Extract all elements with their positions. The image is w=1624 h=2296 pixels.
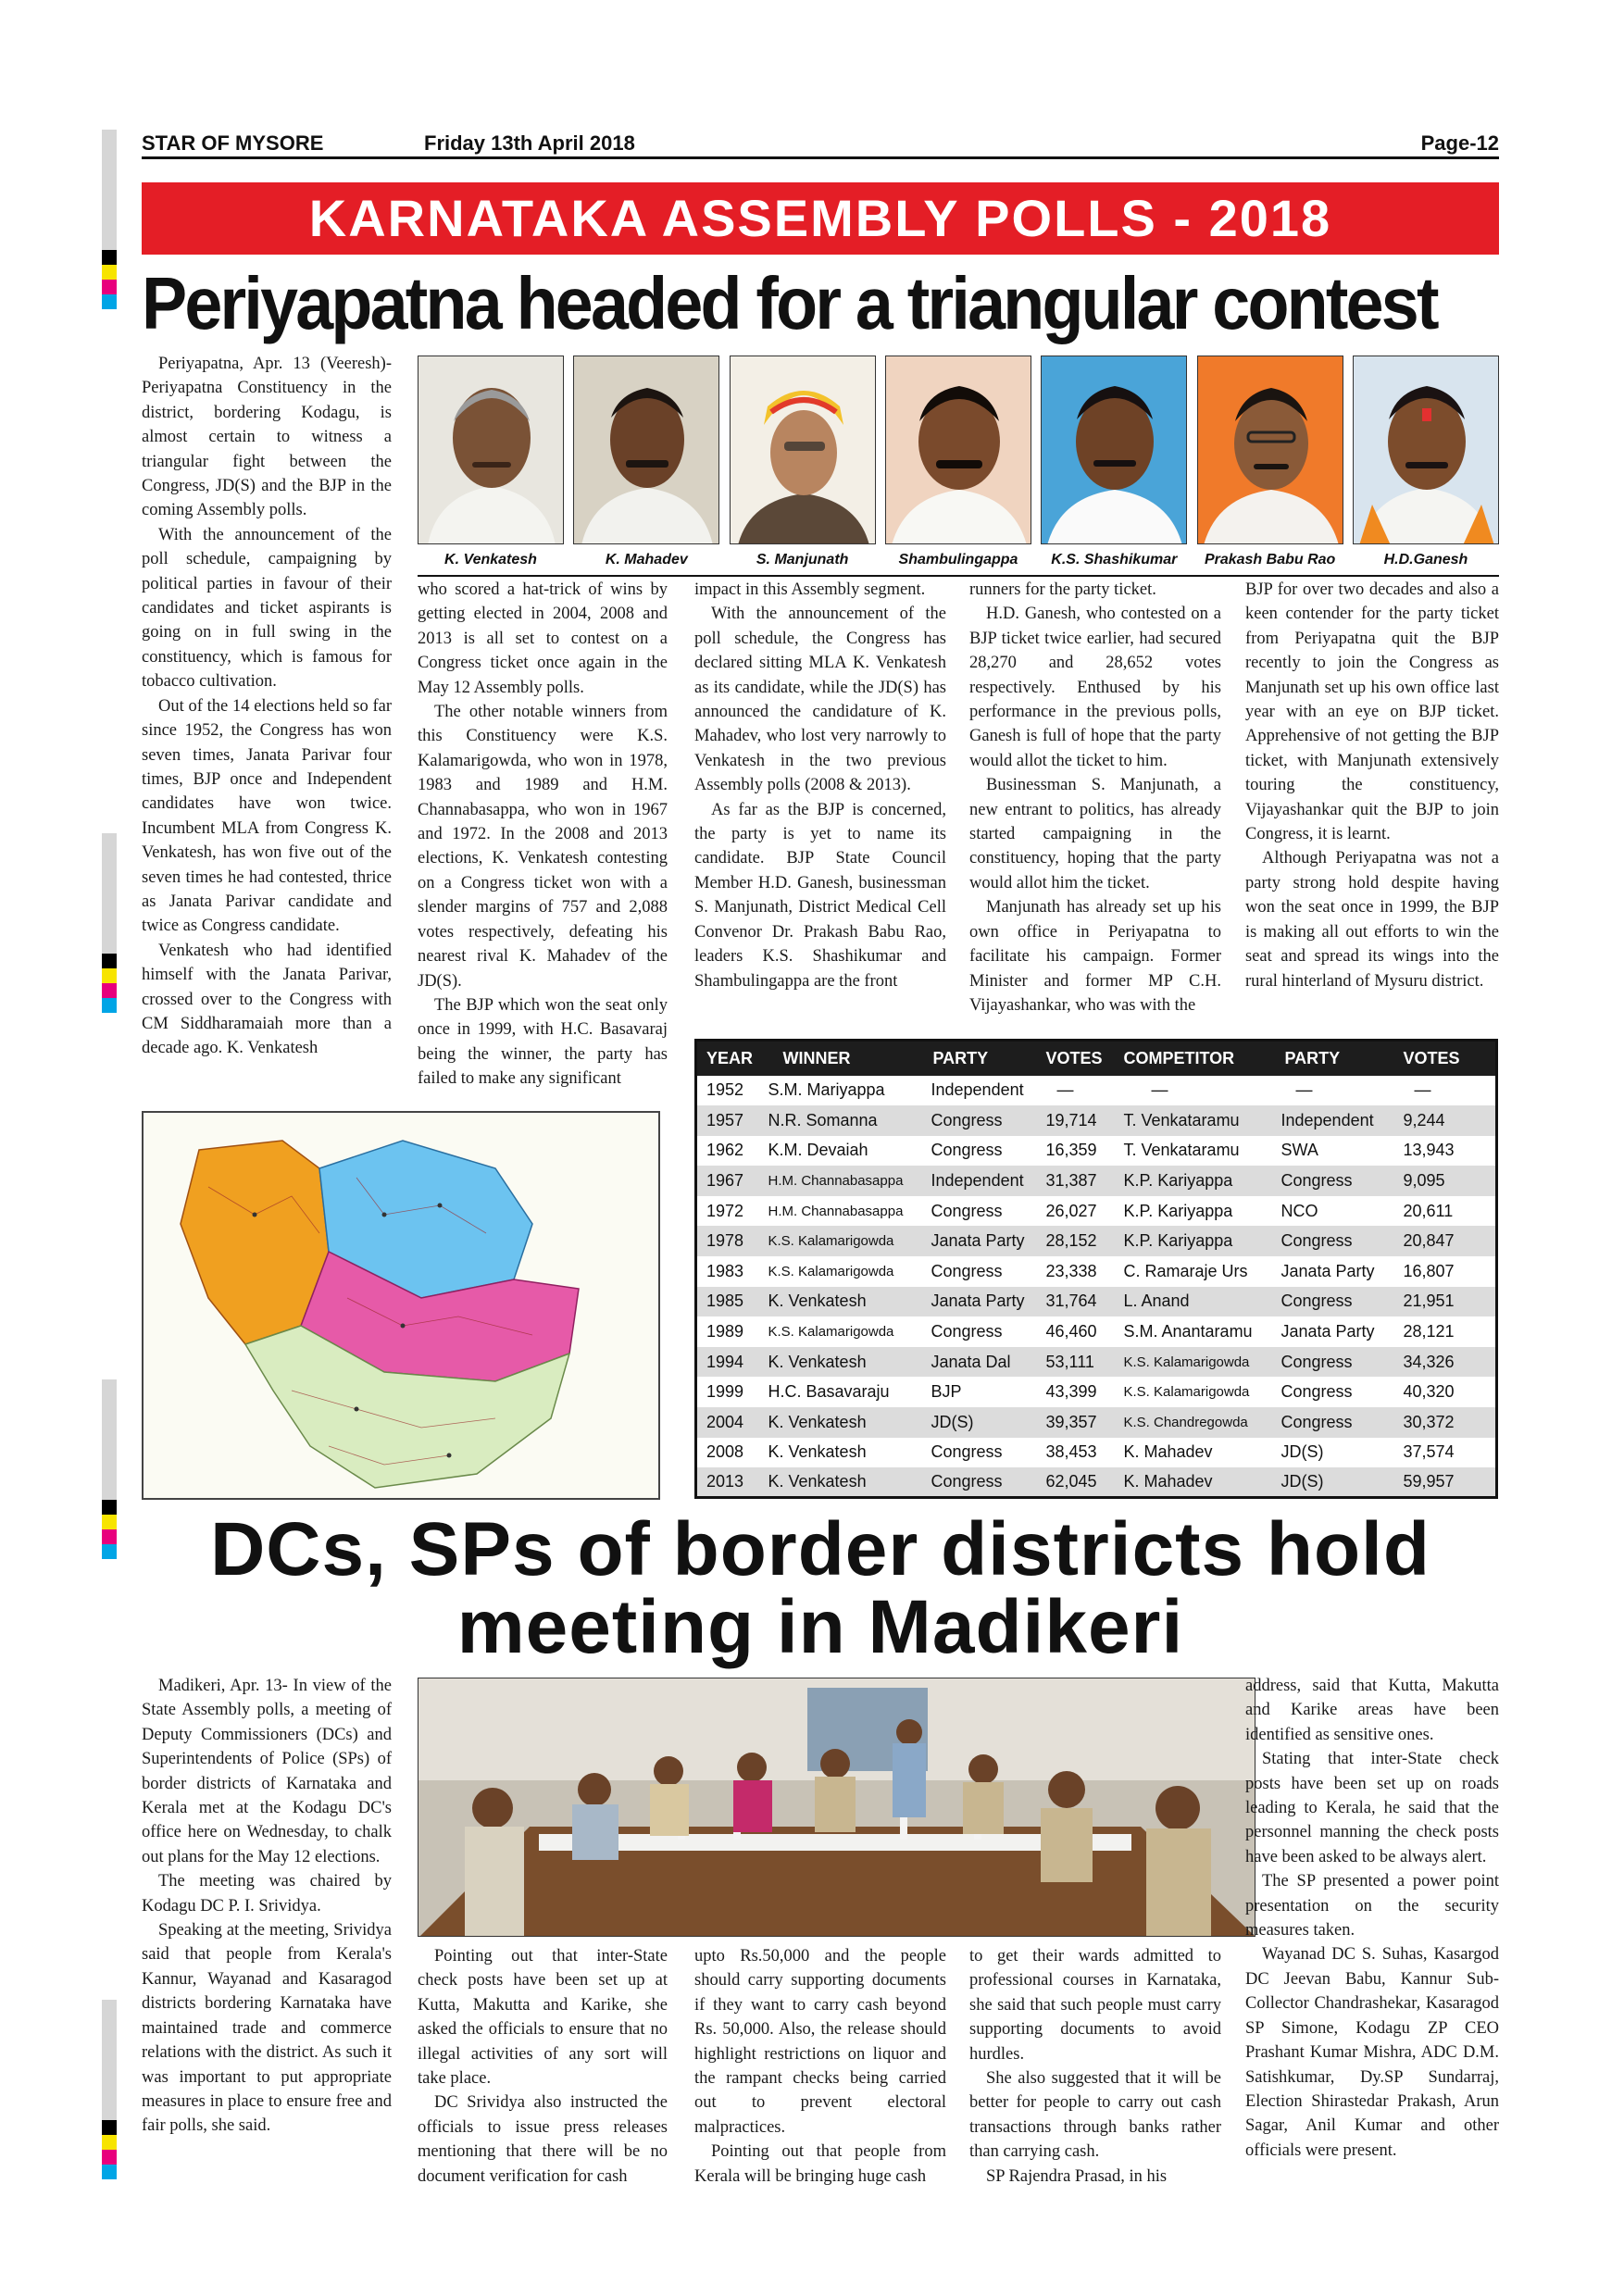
story2-col3-para: upto Rs.50,000 and the people should carry supporting documents if they want to carry cash beyond Rs. 50,000. Also, the release should highlight restrictions on liquor and the rampant checks being carried out to prevent electoral malpractices. <box>694 1947 946 2137</box>
table-cell: Congress <box>1272 1287 1394 1317</box>
story2-headline-line2: meeting in Madikeri <box>456 1585 1184 1669</box>
table-cell: T. Venkataramu <box>1115 1105 1272 1136</box>
story2-col3-para: Pointing out that people from Kerala will be bringing huge cash <box>694 2142 946 2186</box>
table-cell: K. Venkatesh <box>759 1347 922 1378</box>
table-cell: JD(S) <box>922 1407 1037 1438</box>
story1-col1-para: Venkatesh who had identified himself with the Janata Parivar, crossed over to the Congress with CM Siddharamaiah more than a decade ago. K. Venkatesh <box>142 941 392 1058</box>
table-cell: Independent <box>931 1080 1024 1100</box>
table-cell: 1978 <box>696 1226 759 1256</box>
registration-mark-bottom <box>102 2000 117 2179</box>
table-cell: K. Venkatesh <box>759 1407 922 1438</box>
table-cell: JD(S) <box>1272 1467 1394 1498</box>
table-cell: Janata Dal <box>922 1347 1037 1378</box>
story1-col4-para: H.D. Ganesh, who contested on a BJP ticket twice earlier, had secured 28,270 and 28,652 votes respectively. Enthused by his performance in the previous polls, Ganesh is full of hope that the party would allot the ticket to him. <box>969 605 1221 770</box>
table-cell: — <box>1295 1080 1313 1100</box>
registration-mark-lower-mid <box>102 1379 117 1559</box>
story1-col2-para: The BJP which won the seat only once in 1999, with H.C. Basavaraj being the winner, the party has failed to make any significant <box>418 995 668 1089</box>
story2-col5-para: address, said that Kutta, Makutta and Karike areas have been identified as sensitive ones. <box>1245 1677 1499 1744</box>
table-cell: 43,399 <box>1045 1382 1097 1402</box>
table-cell: C. Ramaraje Urs <box>1123 1261 1248 1280</box>
table-row <box>696 1226 1497 1256</box>
election-results-table <box>694 1039 1498 1499</box>
table-cell: 46,460 <box>1045 1322 1097 1341</box>
registration-mark-top <box>102 130 117 309</box>
candidate-name: Shambulingappa <box>898 552 1018 568</box>
table-row <box>696 1347 1497 1378</box>
table-header-cell: WINNER <box>759 1041 922 1076</box>
story2-col2-para: Pointing out that inter-State check posts have been set up at Kutta, Makutta and Karike, she asked the officials to ensure that no illegal activities of any sort will take place. <box>418 1947 668 2089</box>
table-cell: K.S. Kalamarigowda <box>768 1324 894 1341</box>
table-row <box>696 1256 1497 1287</box>
story1-col5-para: BJP for over two decades and also a keen contender for the party ticket from Periyapatna quit the BJP recently to join the Congress as Manjunath set up his own office last year with an eye on BJP ticket. Apprehensive of not getting the BJP ticket, with Manjunath extensively touring the constituency, Vijayashankar quit the BJP to join Congress, it is learnt. <box>1245 580 1499 844</box>
table-row <box>696 1196 1497 1227</box>
table-cell: Congress <box>1280 1382 1353 1402</box>
paper-name: STAR OF MYSORE <box>142 131 324 155</box>
table-row <box>696 1467 1497 1498</box>
table-cell: 1983 <box>706 1261 744 1280</box>
table-cell: Congress <box>931 1322 1003 1341</box>
story1-col4-para: Manjunath has already set up his own office in Periyapatna to facilitate his campaign. Former Minister and former MP C.H. Vijayashankar, who was with the <box>969 898 1221 1015</box>
table-cell: — <box>1056 1080 1074 1100</box>
table-cell: 9,095 <box>1394 1166 1497 1196</box>
table-cell: Congress <box>922 1105 1037 1136</box>
table-cell: 2004 <box>696 1407 759 1438</box>
story2-col5-para: Wayanad DC S. Suhas, Kasargod DC Jeevan Babu, Kannur Sub-Collector Chandrashekar, Kasaragod SP Simone, Kodagu ZP CEO Prashant Kumar Mishra, ADC D.M. Satishkumar, Dy.SP Sundarraj, Election Shirastedar Prakash, Arun Sagar, Anil Kumar and other officials were present. <box>1245 1945 1499 2160</box>
story2-column-2 <box>418 1944 668 2189</box>
table-cell: K.S. Kalamarigowda <box>1115 1347 1272 1378</box>
story1-col3-para: With the announcement of the poll schedule, the Congress has declared sitting MLA K. Venkatesh as its candidate, while the JD(S) has announced the candidature of K. Mahadev, who lost very narrowly to Venkatesh in the two previous Assembly polls (2008 & 2013). <box>694 605 946 795</box>
table-row <box>696 1438 1497 1468</box>
table-cell: 62,045 <box>1037 1467 1115 1498</box>
table-cell: N.R. Somanna <box>759 1105 922 1136</box>
candidate-name: K. Mahadev <box>605 552 688 568</box>
candidate-card <box>1041 356 1187 568</box>
table-cell: — <box>1151 1080 1168 1100</box>
candidate-portrait <box>1197 356 1343 544</box>
table-cell: K. Mahadev <box>1115 1467 1272 1498</box>
table-cell: H.C. Basavaraju <box>768 1382 890 1402</box>
table-cell: Congress <box>931 1261 1003 1280</box>
table-cell: 1972 <box>706 1201 744 1220</box>
table-row <box>696 1377 1497 1407</box>
table-cell: L. Anand <box>1115 1287 1272 1317</box>
table-cell: 30,372 <box>1394 1407 1497 1438</box>
candidate-card <box>1197 356 1343 568</box>
table-cell: T. Venkataramu <box>1123 1141 1240 1160</box>
story1-col3-para: As far as the BJP is concerned, the party is yet to name its candidate. BJP State Council Member H.D. Ganesh, businessman S. Manjunath, District Medical Cell Convenor Dr. Prakash Babu Rao, leaders K.S. Shashikumar and Shambulingappa are the front <box>694 800 946 991</box>
table-cell: Janata Party <box>922 1287 1037 1317</box>
table-cell: K. Venkatesh <box>759 1467 922 1498</box>
story1-col1-para: With the announcement of the poll schedule, campaigning by political parties in favour of their candidates and ticket aspirants is going on in full swing in the constituency, which is famous for tobacco cultivation. <box>142 525 392 692</box>
table-cell: SWA <box>1280 1141 1318 1160</box>
table-cell: K.P. Kariyappa <box>1123 1201 1233 1220</box>
story2-col5-para: The SP presented a power point presentation on the security measures taken. <box>1245 1872 1499 1940</box>
candidate-card <box>730 356 876 568</box>
caption-rule <box>418 575 1499 577</box>
table-cell: 16,359 <box>1045 1141 1097 1160</box>
story2-col1-para: Madikeri, Apr. 13- In view of the State Assembly polls, a meeting of Deputy Commissioners (DCs) and Superintendents of Police (SPs) of border districts of Karnataka and Kerala met at the Kodagu DC's office here on Wednesday, to chalk out plans for the May 12 elections. <box>142 1677 392 1866</box>
table-header-cell: COMPETITOR <box>1115 1041 1272 1076</box>
story2-column-1 <box>142 1674 392 2139</box>
story1-headline: Periyapatna headed for a triangular contest <box>142 262 1437 344</box>
candidate-name: Prakash Babu Rao <box>1204 552 1336 568</box>
story1-col2-para: who scored a hat-trick of wins by getting elected in 2004, 2008 and 2013 is all set to contest on a Congress ticket once again in the May 12 Assembly polls. <box>418 580 668 697</box>
table-row <box>696 1076 1497 1106</box>
table-cell: S.M. Anantaramu <box>1123 1322 1253 1341</box>
table-cell: S.M. Mariyappa <box>768 1080 885 1100</box>
table-cell: 20,611 <box>1403 1201 1454 1220</box>
story2-col4-para: to get their wards admitted to professional courses in Karnataka, she said that such people must carry supporting documents to avoid hurdles. <box>969 1947 1221 2064</box>
issue-date: Friday 13th April 2018 <box>424 131 635 155</box>
section-banner: KARNATAKA ASSEMBLY POLLS - 2018 <box>142 182 1499 255</box>
candidate-card <box>885 356 1031 568</box>
story2-col5-para: Stating that inter-State check posts have been set up on roads leading to Kerala, he said that the personnel manning the check posts have been asked to be always alert. <box>1245 1750 1499 1866</box>
table-row <box>696 1166 1497 1196</box>
story1-column-5 <box>1245 578 1499 993</box>
candidate-portrait <box>1041 356 1187 544</box>
candidate-portrait <box>573 356 719 544</box>
table-row <box>696 1105 1497 1136</box>
table-cell: 53,111 <box>1037 1347 1115 1378</box>
constituency-map <box>142 1111 660 1500</box>
story1-col1-para: Periyapatna, Apr. 13 (Veeresh)- Periyapatna Constituency in the district, bordering Kodagu, is almost certain to witness a triangular fight between the Congress, JD(S) and the BJP in the coming Assembly polls. <box>142 355 392 520</box>
table-cell: 1957 <box>696 1105 759 1136</box>
table-cell: Janata Party <box>1280 1261 1375 1280</box>
table-cell: — <box>1414 1080 1431 1100</box>
table-cell: 40,320 <box>1403 1382 1455 1402</box>
table-cell: K.P. Kariyappa <box>1115 1166 1272 1196</box>
table-cell: 31,764 <box>1037 1287 1115 1317</box>
table-cell: K. Venkatesh <box>768 1442 867 1462</box>
table-cell: Janata Party <box>1280 1322 1375 1341</box>
table-row <box>696 1287 1497 1317</box>
table-cell: BJP <box>931 1382 962 1402</box>
table-cell: Congress <box>1272 1347 1394 1378</box>
candidate-name: H.D.Ganesh <box>1383 552 1468 568</box>
table-cell: K.S. Kalamarigowda <box>759 1226 922 1256</box>
candidate-portrait <box>730 356 876 544</box>
table-row <box>696 1407 1497 1438</box>
table-cell: 1967 <box>696 1166 759 1196</box>
table-cell: K.P. Kariyappa <box>1115 1226 1272 1256</box>
table-cell: 1952 <box>706 1080 744 1100</box>
table-cell: 1999 <box>706 1382 744 1402</box>
page-number: Page-12 <box>1420 131 1499 155</box>
table-cell: K. Mahadev <box>1123 1442 1213 1462</box>
table-cell: K.S. Kalamarigowda <box>1123 1384 1250 1401</box>
table-cell: 2008 <box>706 1442 744 1462</box>
table-cell: 16,807 <box>1403 1261 1455 1280</box>
table-cell: 21,951 <box>1394 1287 1497 1317</box>
table-cell: JD(S) <box>1280 1442 1324 1462</box>
story2-col2-para: DC Srividya also instructed the officials to issue press releases mentioning that there will be no document verification for cash <box>418 2093 668 2186</box>
story2-column-5 <box>1245 1674 1499 2163</box>
candidate-name: S. Manjunath <box>756 552 849 568</box>
table-row <box>696 1136 1497 1167</box>
story1-column-2 <box>418 578 668 1092</box>
story1-col2-para: The other notable winners from this Constituency were K.S. Kalamarigowda, who won in 1978, 1983 and 1989 and H.M. Channabasappa, who won in 1967 and 1972. In the 2008 and 2013 elections, K. Venkatesh contesting on a Congress ticket won with a slender margins of 757 and 2,088 votes respectively, defeating his nearest rival K. Mahadev of the JD(S). <box>418 703 668 991</box>
table-cell: 2013 <box>696 1467 759 1498</box>
candidate-portrait <box>885 356 1031 544</box>
table-cell: 59,957 <box>1394 1467 1497 1498</box>
table-cell: H.M. Channabasappa <box>759 1166 922 1196</box>
table-cell: Congress <box>1272 1407 1394 1438</box>
table-cell: Janata Party <box>922 1226 1037 1256</box>
table-cell: K.S. Kalamarigowda <box>768 1263 894 1279</box>
story2-headline <box>142 1507 1499 1669</box>
story1-column-3 <box>694 578 946 993</box>
table-cell: 1985 <box>696 1287 759 1317</box>
table-header-cell: VOTES <box>1394 1041 1497 1076</box>
table-cell: 31,387 <box>1037 1166 1115 1196</box>
table-cell: 1989 <box>706 1322 744 1341</box>
candidate-name: K.S. Shashikumar <box>1051 552 1178 568</box>
story2-col4-para: SP Rajendra Prasad, in his <box>986 2166 1168 2186</box>
table-cell: Congress <box>1272 1166 1394 1196</box>
table-cell: Congress <box>931 1442 1003 1462</box>
story2-column-4 <box>969 1944 1221 2189</box>
table-header-cell: PARTY <box>922 1041 1037 1076</box>
candidate-card <box>573 356 719 568</box>
story1-column-1 <box>142 352 392 1061</box>
candidate-card <box>1353 356 1499 568</box>
table-row <box>696 1316 1497 1347</box>
story2-col4-para: She also suggested that it will be better for people to carry out cash transactions through banks rather than carrying cash. <box>969 2069 1221 2162</box>
table-cell: 20,847 <box>1394 1226 1497 1256</box>
table-header-row <box>696 1041 1497 1076</box>
table-cell: 19,714 <box>1037 1105 1115 1136</box>
story2-col1-para: Speaking at the meeting, Srividya said that people from Kerala's Kannur, Wayanad and Kasaragod districts bordering Karnataka have maintained trade and commerce relations with the district. As such it was important to put appropriate measures in place to ensure free and fair polls, she said. <box>142 1921 392 2136</box>
table-cell: K. Venkatesh <box>759 1287 922 1317</box>
table-header-cell: PARTY <box>1272 1041 1394 1076</box>
table-cell: H.M. Channabasappa <box>768 1203 904 1219</box>
story1-col3-para: impact in this Assembly segment. <box>694 580 926 599</box>
candidate-card <box>418 356 564 568</box>
candidate-portrait <box>1353 356 1499 544</box>
table-header-cell: VOTES <box>1037 1041 1115 1076</box>
story1-col1-para: Out of the 14 elections held so far since 1952, the Congress has won seven times, Janata Parivar four times, BJP once and Independent candidates have won twice. Incumbent MLA from Congress K. Venkatesh, has won five out of the seven times he had contested, thrice as Janata Parivar candidate and twice as Congress candidate. <box>142 696 392 936</box>
table-cell: 13,943 <box>1403 1141 1455 1160</box>
table-cell: Congress <box>931 1141 1003 1160</box>
table-cell: 9,244 <box>1394 1105 1497 1136</box>
story2-headline-line1: DCs, SPs of border districts hold <box>210 1507 1430 1591</box>
table-cell: 1994 <box>696 1347 759 1378</box>
candidate-portrait <box>418 356 564 544</box>
table-cell: 38,453 <box>1045 1442 1097 1462</box>
meeting-photo <box>418 1678 1255 1937</box>
table-cell: 23,338 <box>1045 1261 1097 1280</box>
candidate-name: K. Venkatesh <box>444 552 537 568</box>
table-cell: Congress <box>1272 1226 1394 1256</box>
registration-mark-upper-mid <box>102 833 117 1013</box>
table-cell: 26,027 <box>1045 1201 1097 1220</box>
table-cell: Independent <box>922 1166 1037 1196</box>
table-cell: 28,121 <box>1403 1322 1455 1341</box>
masthead <box>142 130 1499 159</box>
story1-col4-para: runners for the party ticket. <box>969 580 1156 599</box>
table-cell: Congress <box>922 1467 1037 1498</box>
table-cell: Independent <box>1272 1105 1394 1136</box>
candidate-photo-strip <box>418 356 1499 568</box>
story1-col4-para: Businessman S. Manjunath, a new entrant to politics, has already started campaigning in the constituency, hoping that the party would allot him the ticket. <box>969 776 1221 892</box>
table-cell: NCO <box>1280 1201 1318 1220</box>
table-header-cell: YEAR <box>696 1041 759 1076</box>
table-cell: Congress <box>931 1201 1003 1220</box>
table-cell: K.M. Devaiah <box>768 1141 868 1160</box>
story2-col1-para: The meeting was chaired by Kodagu DC P. I. Srividya. <box>142 1872 392 1915</box>
story1-col5-para: Although Periyapatna was not a party strong hold despite having won the seat once in 1999, the BJP is making all out efforts to win the seat and spread its wings into the rural hinterland of Mysuru district. <box>1245 849 1499 991</box>
story2-column-3 <box>694 1944 946 2189</box>
table-cell: 28,152 <box>1037 1226 1115 1256</box>
table-cell: 37,574 <box>1403 1442 1455 1462</box>
table-cell: 34,326 <box>1394 1347 1497 1378</box>
table-cell: 1962 <box>706 1141 744 1160</box>
table-cell: 39,357 <box>1037 1407 1115 1438</box>
table-cell: K.S. Chandregowda <box>1115 1407 1272 1438</box>
story1-column-4 <box>969 578 1221 1017</box>
